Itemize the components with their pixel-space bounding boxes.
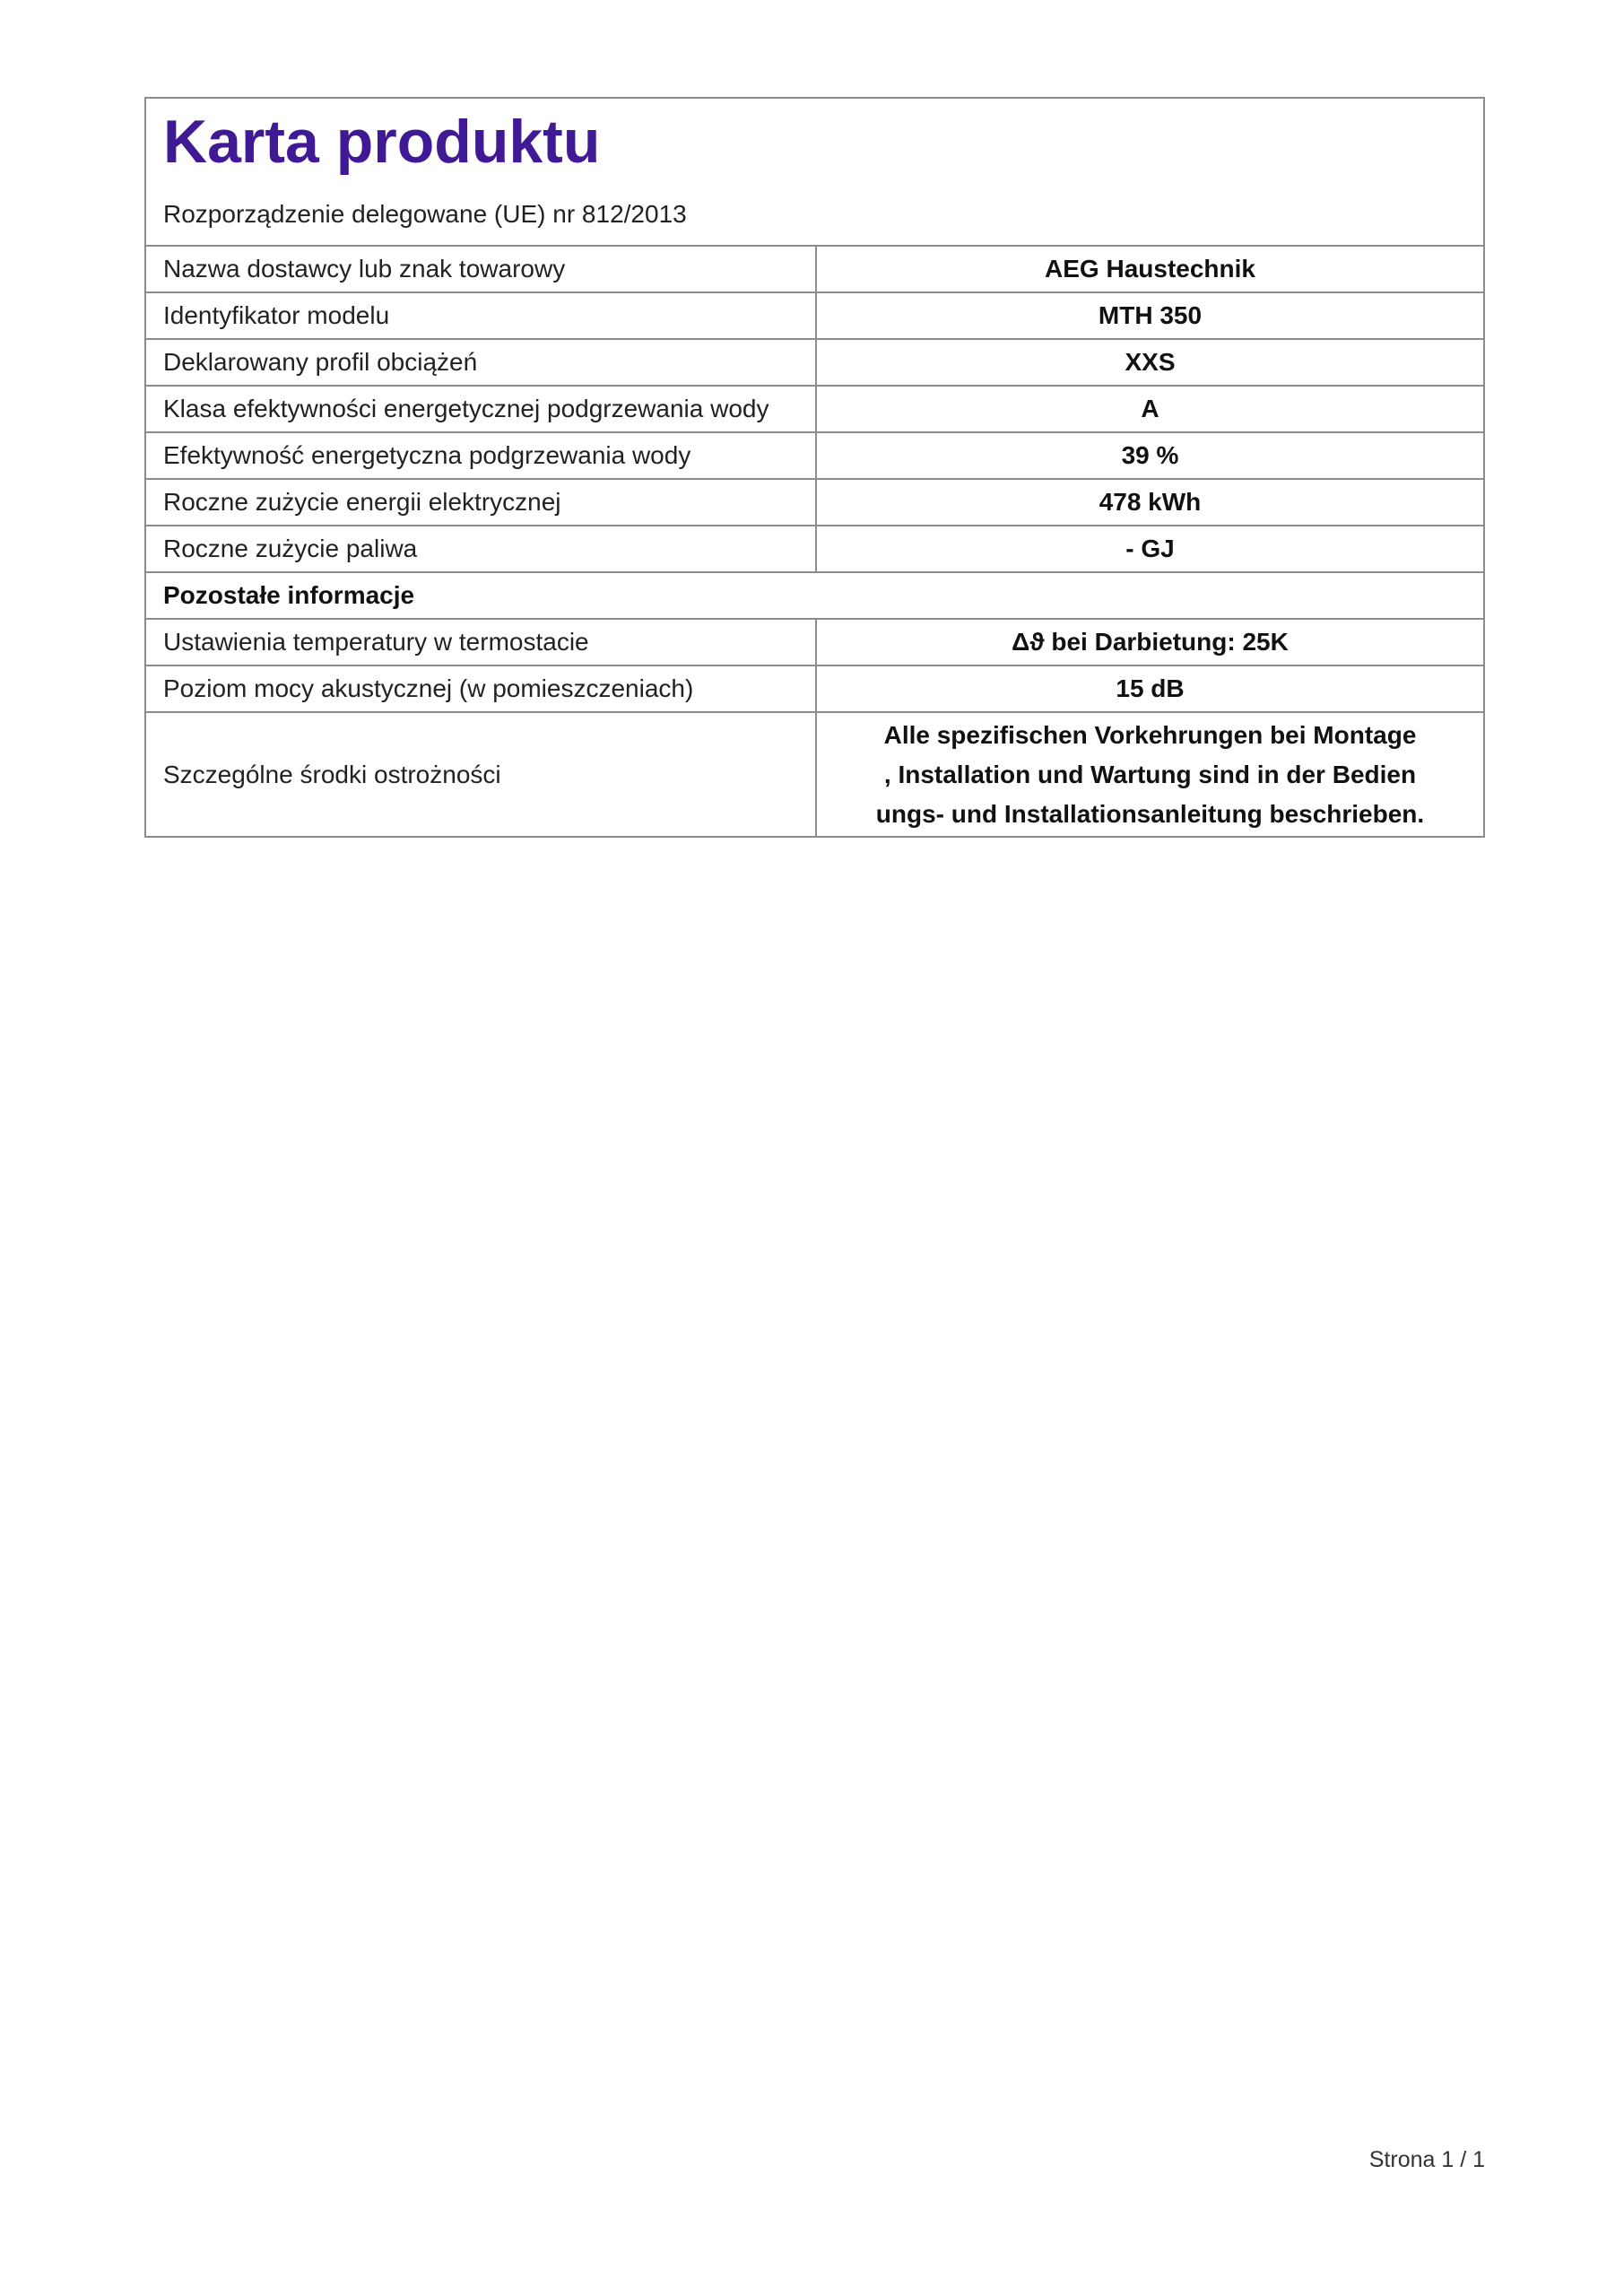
row-value: A xyxy=(1141,395,1159,422)
row-value: XXS xyxy=(1125,348,1176,376)
table-row-load-profile xyxy=(146,340,1483,387)
precautions-line: Alle spezifischen Vorkehrungen bei Montage xyxy=(883,720,1417,749)
page-title: Karta produktu xyxy=(163,108,601,176)
section-row-other-info xyxy=(146,573,1483,620)
title-block xyxy=(146,99,1483,247)
table-row-efficiency xyxy=(146,433,1483,480)
section-title: Pozostałe informacje xyxy=(163,581,415,609)
table-row-fuel xyxy=(146,526,1483,573)
row-label: Nazwa dostawcy lub znak towarowy xyxy=(146,247,817,291)
table-row-electricity xyxy=(146,480,1483,526)
row-value: AEG Haustechnik xyxy=(1045,255,1255,283)
table-row-thermostat xyxy=(146,620,1483,666)
regulation-subtitle: Rozporządzenie delegowane (UE) nr 812/2013 xyxy=(163,200,687,228)
table-row-efficiency-class xyxy=(146,387,1483,433)
row-value: 478 kWh xyxy=(1099,488,1202,516)
row-label: Klasa efektywności energetycznej podgrzewania wody xyxy=(146,387,817,431)
precautions-value xyxy=(817,713,1483,836)
row-label: Roczne zużycie paliwa xyxy=(146,526,817,571)
row-label: Ustawienia temperatury w termostacie xyxy=(146,620,817,665)
page-number: Strona 1 / 1 xyxy=(1368,2147,1485,2172)
table-row-supplier xyxy=(146,247,1483,293)
row-label: Efektywność energetyczna podgrzewania wody xyxy=(146,433,817,478)
row-label: Szczególne środki ostrożności xyxy=(146,713,817,836)
table-row-model xyxy=(146,293,1483,340)
row-value: 15 dB xyxy=(1116,674,1185,702)
row-value: MTH 350 xyxy=(1098,301,1203,329)
row-value: - GJ xyxy=(1125,535,1175,562)
precautions-line: ungs- und Installationsanleitung beschrieben. xyxy=(875,799,1425,828)
table-row-sound-power xyxy=(146,666,1483,713)
row-value: Δϑ bei Darbietung: 25K xyxy=(1012,628,1289,656)
product-sheet xyxy=(144,97,1485,838)
row-label: Identyfikator modelu xyxy=(146,293,817,338)
row-label: Poziom mocy akustycznej (w pomieszczeniach) xyxy=(146,666,817,711)
row-label: Deklarowany profil obciążeń xyxy=(146,340,817,385)
table-row-precautions xyxy=(146,713,1483,836)
row-label: Roczne zużycie energii elektrycznej xyxy=(146,480,817,525)
row-value: 39 % xyxy=(1121,441,1179,469)
precautions-line: , Installation und Wartung sind in der Bedien xyxy=(883,760,1417,788)
